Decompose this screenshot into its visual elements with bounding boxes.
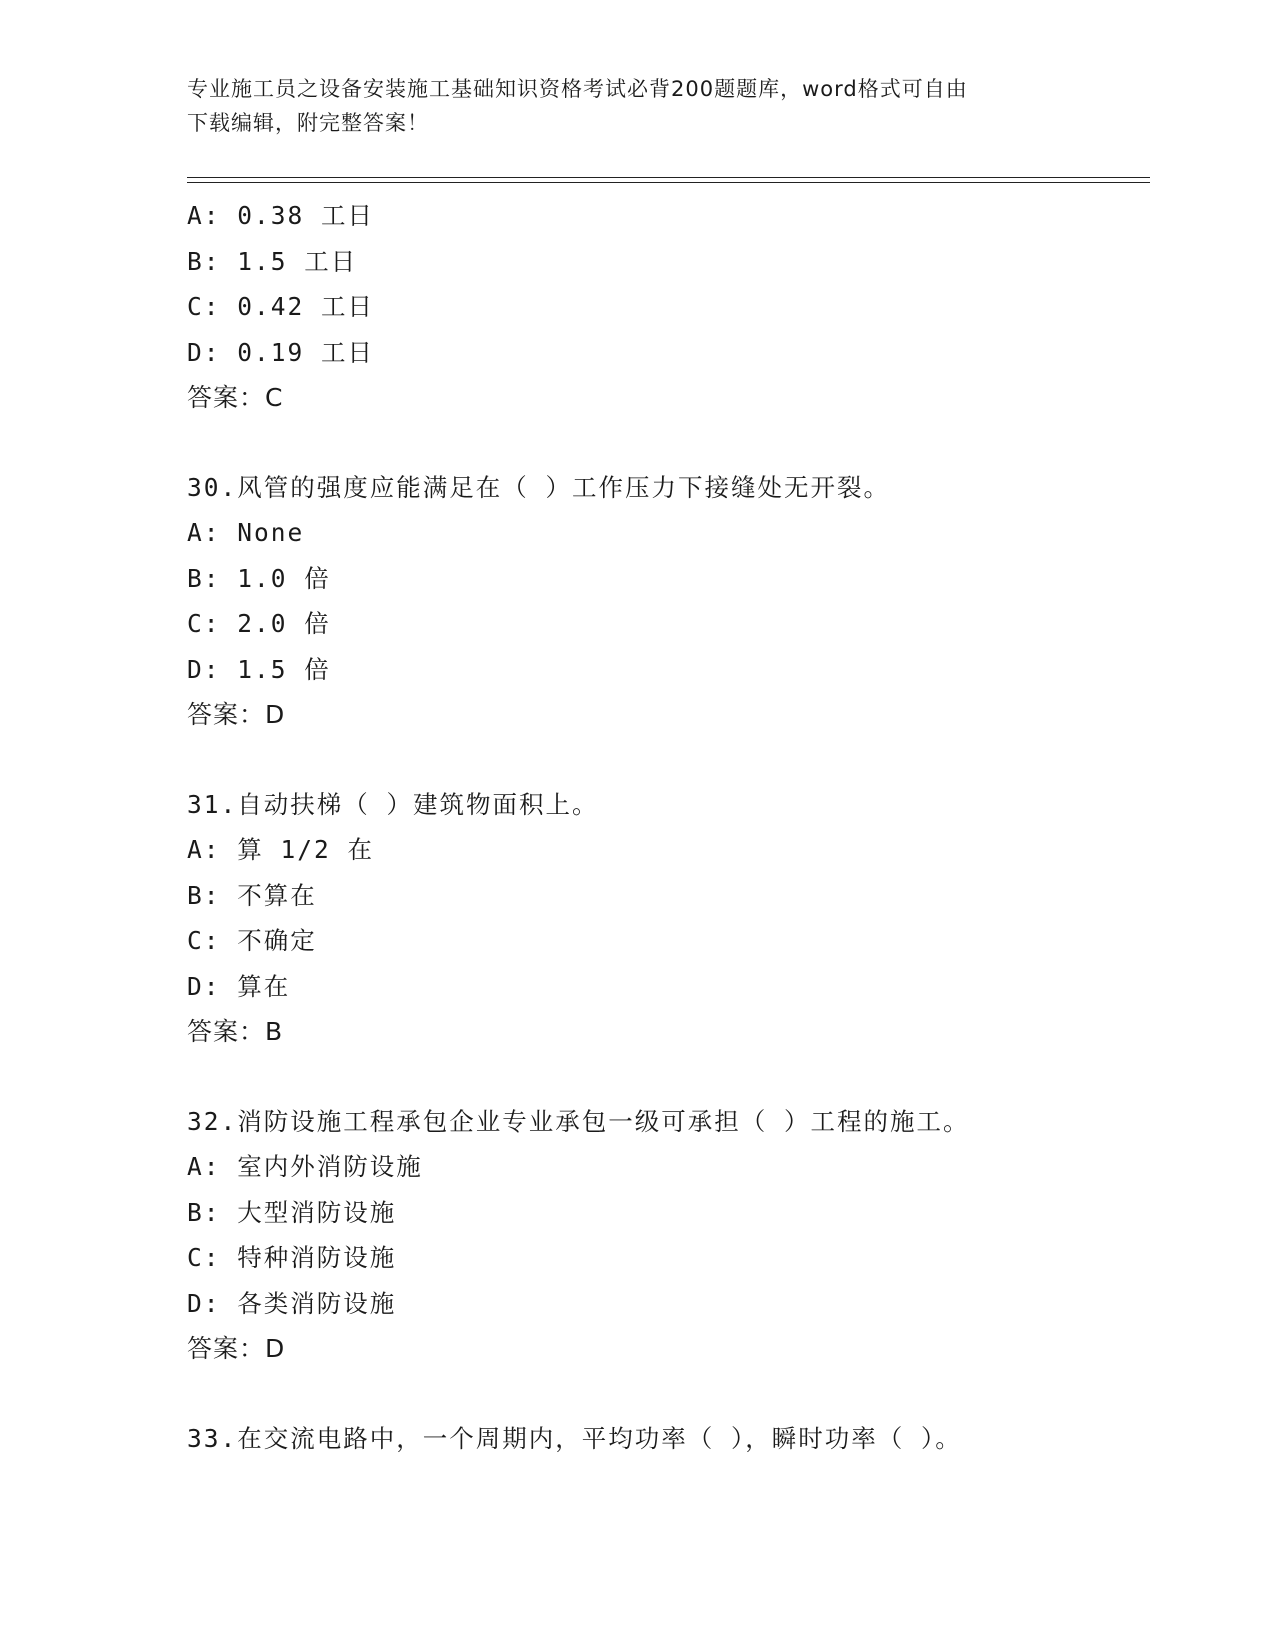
option-c: C: 0.42 工日	[187, 292, 375, 321]
question-text: 33.在交流电路中，一个周期内，平均功率（ ），瞬时功率（ ）。	[187, 1423, 962, 1453]
answer-line: 答案：C	[187, 383, 284, 412]
question-block-30	[187, 465, 1147, 738]
document-header	[187, 72, 1067, 140]
option-c: C: 不确定	[187, 926, 317, 955]
header-divider-bottom	[187, 182, 1150, 183]
header-line-2: 下载编辑，附完整答案！	[187, 111, 429, 135]
spacer	[187, 1055, 1147, 1099]
option-d: D: 各类消防设施	[187, 1288, 397, 1318]
question-block-31	[187, 782, 1147, 1055]
question-block-32	[187, 1099, 1147, 1372]
answer-line: 答案：B	[187, 1017, 284, 1046]
question-list	[187, 193, 1147, 1461]
option-b: B: 1.5 工日	[187, 246, 358, 276]
question-text: 32.消防设施工程承包企业专业承包一级可承担（ ）工程的施工。	[187, 1106, 970, 1136]
question-block-29	[187, 193, 1147, 421]
header-divider-top	[187, 177, 1150, 178]
option-a: A: 0.38 工日	[187, 201, 375, 230]
option-a: A: 室内外消防设施	[187, 1152, 423, 1181]
question-text: 30.风管的强度应能满足在（ ）工作压力下接缝处无开裂。	[187, 472, 890, 502]
spacer	[187, 738, 1147, 782]
option-c: C: 2.0 倍	[187, 609, 331, 638]
answer-line: 答案：D	[187, 700, 286, 729]
option-a: A: None	[187, 518, 305, 547]
option-b: B: 大型消防设施	[187, 1197, 397, 1227]
question-text: 31.自动扶梯（ ）建筑物面积上。	[187, 789, 599, 819]
option-d: D: 算在	[187, 971, 291, 1001]
option-b: B: 不算在	[187, 880, 317, 910]
spacer	[187, 1372, 1147, 1416]
option-d: D: 1.5 倍	[187, 654, 331, 684]
option-d: D: 0.19 工日	[187, 337, 375, 367]
question-block-33	[187, 1416, 1147, 1462]
option-b: B: 1.0 倍	[187, 563, 331, 593]
header-line-1: 专业施工员之设备安装施工基础知识资格考试必背200题题库，word格式可自由	[187, 77, 968, 101]
spacer	[187, 421, 1147, 465]
answer-line: 答案：D	[187, 1334, 286, 1363]
option-c: C: 特种消防设施	[187, 1243, 397, 1272]
option-a: A: 算 1/2 在	[187, 835, 375, 864]
